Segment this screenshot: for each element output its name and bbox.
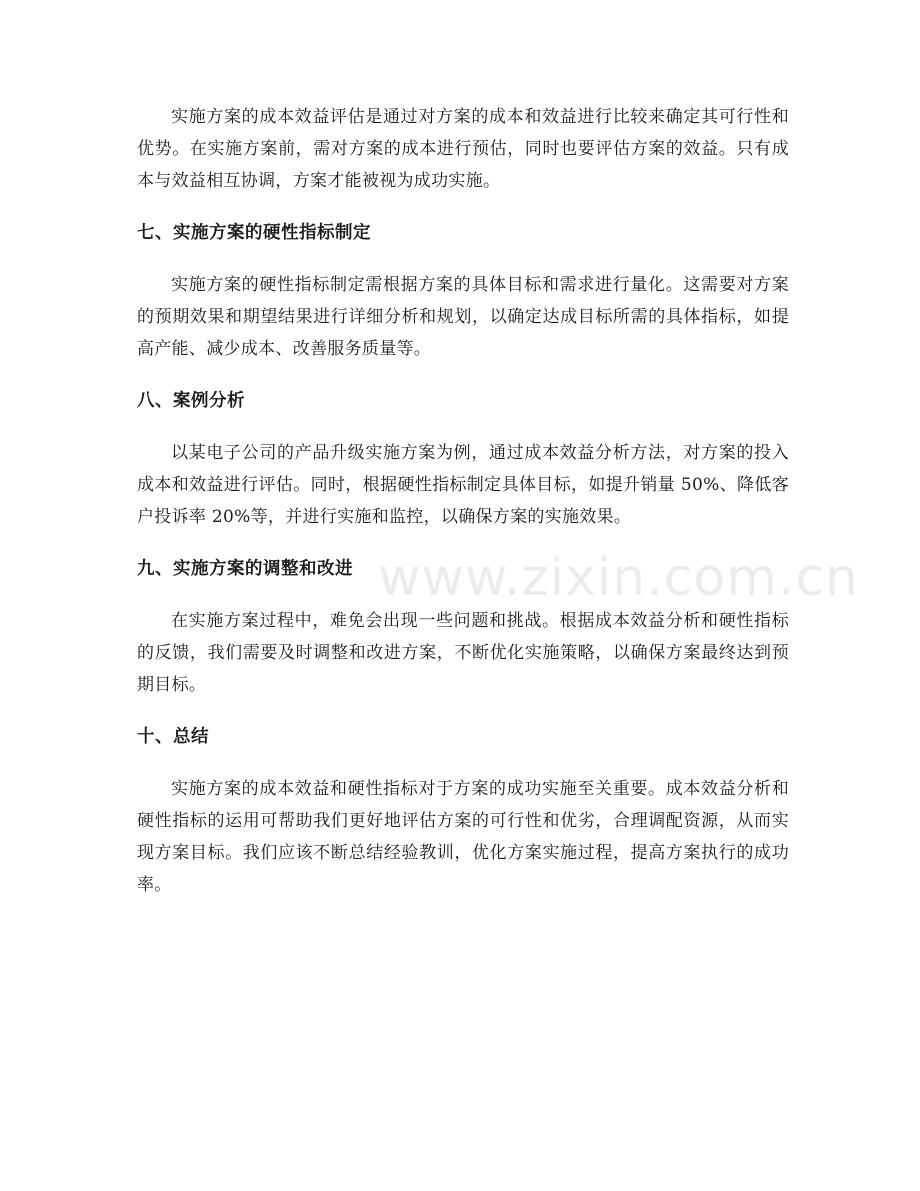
section-paragraph-9: 在实施方案过程中，难免会出现一些问题和挑战。根据成本效益分析和硬性指标的反馈，我们需要及时调整和改进方案，不断优化实施策略，以确保方案最终达到预期目标。 bbox=[137, 611, 789, 695]
section-heading-8: 八、案例分析 bbox=[137, 391, 245, 411]
section-heading-9: 九、实施方案的调整和改进 bbox=[137, 559, 353, 579]
intro-paragraph: 实施方案的成本效益评估是通过对方案的成本和效益进行比较来确定其可行性和优势。在实施方案前，需对方案的成本进行预估，同时也要评估方案的效益。只有成本与效益相互协调，方案才能被视为成功实施。 bbox=[137, 107, 789, 191]
document-page bbox=[137, 101, 789, 901]
section-paragraph-7: 实施方案的硬性指标制定需根据方案的具体目标和需求进行量化。这需要对方案的预期效果和期望结果进行详细分析和规划，以确定达成目标所需的具体指标，如提高产能、减少成本、改善服务质量等。 bbox=[137, 275, 789, 359]
section-paragraph-8: 以某电子公司的产品升级实施方案为例，通过成本效益分析方法，对方案的投入成本和效益进行评估。同时，根据硬性指标制定具体目标，如提升销量 50%、降低客户投诉率 20%等，并进行实施和监控，以确保方案的实施效果。 bbox=[137, 443, 789, 527]
section-paragraph-10: 实施方案的成本效益和硬性指标对于方案的成功实施至关重要。成本效益分析和硬性指标的运用可帮助我们更好地评估方案的可行性和优劣，合理调配资源，从而实现方案目标。我们应该不断总结经验教训，优化方案实施过程，提高方案执行的成功率。 bbox=[137, 779, 789, 895]
section-heading-10: 十、总结 bbox=[137, 727, 209, 747]
section-heading-7: 七、实施方案的硬性指标制定 bbox=[137, 223, 371, 243]
watermark: www.zixin.com.cn bbox=[378, 548, 859, 608]
